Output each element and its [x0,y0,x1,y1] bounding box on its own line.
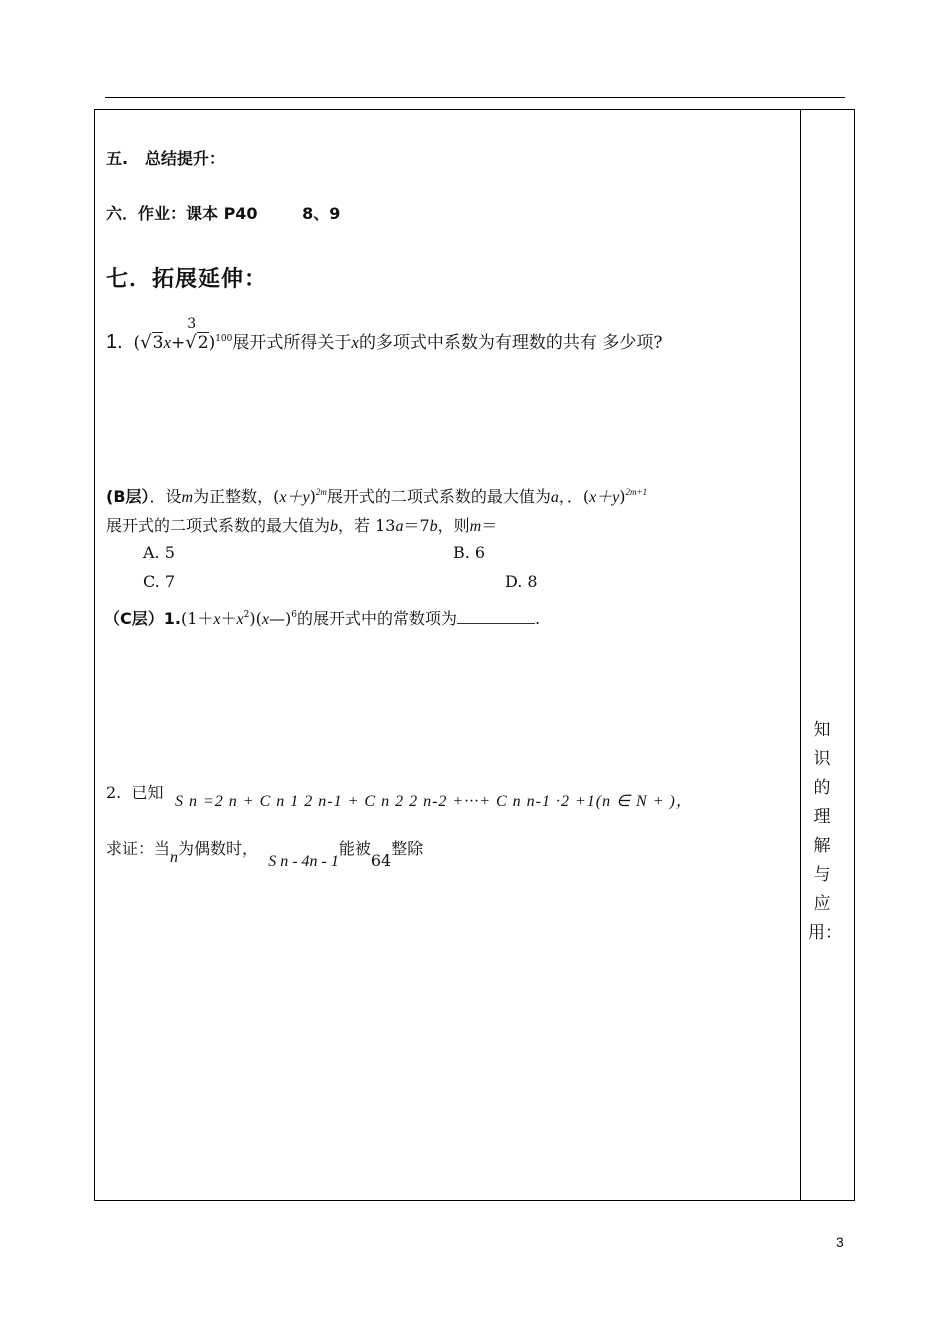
q2-text: 为偶数时， [178,839,259,858]
qb-m: m [181,489,194,506]
section-6-label: 六．作业：课本 P40 [106,204,258,223]
q2-expr: S n - 4n - 1 [268,853,339,870]
section-6-heading [106,201,340,224]
q1-exponent: 100 [215,334,233,344]
q1-number: 1. [106,331,123,353]
qc-exp: 2 [243,610,250,620]
cube-root-icon: √ [185,332,197,353]
qc-text: )( [249,609,262,628]
qc-x: x [236,611,244,628]
qb-text: 为正整数，( [193,487,280,506]
sidebar-char: 知 [813,720,831,740]
qc-exp6: 6 [291,610,297,620]
qb-b: b [330,518,339,535]
section-5-title: 总结提升： [144,149,225,168]
sidebar-char: 用： [808,923,842,943]
section-6-items: 8、9 [302,204,341,223]
qb-text: ，则 [437,516,470,535]
q2-text: 求证：当 [106,839,171,858]
q1-paren-close: ) [208,333,216,353]
qb-text: ＝7 [403,516,430,535]
sidebar-char: 理 [813,807,831,827]
q2-64: 64 [370,851,392,870]
q2-text: 能被 [338,839,371,858]
sidebar-char: 应 [813,894,831,914]
qb-text: ．设 [149,487,182,506]
sidebar-label [808,716,842,948]
qb-option-c: C. 7 [143,572,176,591]
section-5-heading [106,146,225,169]
qb-text: ) [309,487,316,506]
qb-option-a: A. 5 [143,543,175,562]
qb-text: ，若 13 [338,516,396,535]
sidebar-char: 识 [813,749,831,769]
qb-exp1: 2m [315,487,327,497]
sidebar-char: 与 [813,865,831,885]
q2-n: n [170,849,179,866]
q1-cbrt-index: 3 [187,316,197,332]
question-2 [106,780,163,803]
qb-xy: x＋y [279,489,310,506]
qb-xy2: x＋y [589,489,620,506]
q1-text2: 的多项式中系数为有理数的共有 多少项? [358,333,663,353]
qb-text: 展开式的二项式系数的最大值为 [106,516,331,535]
q1-plus: + [171,333,186,353]
question-c [104,606,540,629]
q1-var: x [351,333,359,352]
page-number: 3 [836,1234,844,1250]
qb-text: 展开式的二项式系数的最大值为 [326,487,551,506]
qb-exp2: 2m+1 [625,487,648,497]
q1-x: x [163,333,171,352]
q2-proof [106,836,424,870]
qc-x: x [261,611,269,628]
qb-option-b: B. 6 [453,543,486,562]
q2-formula: S n =2 n + C n 1 2 n-1 + C n 2 2 n-2 +···+ C n n-1 ·2 +1(n ∈ N + )， [175,793,693,810]
q1-sqrt-arg: 3 [152,333,164,353]
answer-blank [457,609,535,624]
question-1 [106,316,663,354]
qb-b2: b [429,518,438,535]
sidebar-char: 解 [813,836,831,856]
question-b-line-1 [106,484,647,507]
qb-m2: m [469,518,482,535]
column-divider [800,109,801,1201]
qc-text: . [534,609,541,628]
qb-text: ，．( [558,487,590,506]
qb-a2: a [395,518,404,535]
qb-a: a [550,489,559,506]
sidebar-char: 的 [813,778,831,798]
sqrt-icon: √ [140,332,152,353]
qc-text: 的展开式中的常数项为 [296,609,457,628]
qc-text: (1＋ [180,609,214,628]
q1-cube-root [185,316,209,353]
qc-x: x [213,611,221,628]
header-rule [105,97,845,98]
q2-number: 2. [106,783,122,802]
qb-text: ) [619,487,626,506]
section-7-heading: 七．拓展延伸： [106,267,268,292]
qc-level: （C层）1. [104,609,181,628]
q1-text: 展开式所得关于 [232,333,352,353]
qb-option-d: D. 8 [505,572,538,591]
q1-paren-open: ( [133,333,141,353]
q2-text: 整除 [391,839,424,858]
qc-text: —) [268,609,292,628]
qb-text: ＝ [481,516,498,535]
qc-text: ＋ [220,609,237,628]
qb-level: (B层） [106,487,150,506]
question-b-line-2 [106,513,497,536]
section-5-label: 五. [106,149,129,168]
q1-cbrt-arg: 2 [197,333,209,353]
q2-given: 已知 [131,783,164,802]
